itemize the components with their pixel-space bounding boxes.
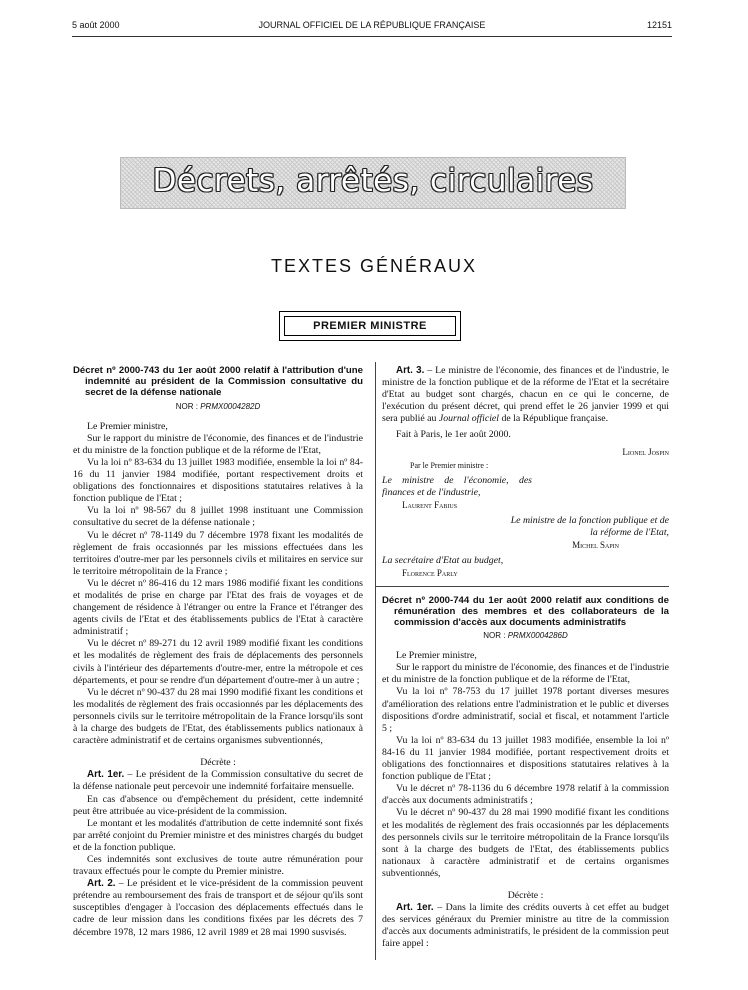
article-label: Art. 3.: [396, 365, 425, 376]
header-page-number: 12151: [646, 20, 672, 30]
decree1-nor: NOR : PRMX0004282D: [175, 401, 261, 411]
header-date: 5 août 2000: [72, 20, 120, 30]
decree2-nor-code: PRMX0004286D: [507, 631, 568, 641]
par-le-premier-ministre: Par le Premier ministre :: [410, 460, 489, 470]
decree1-para: En cas d'absence ou d'empêchement du président, cette indemnité peut être attribuée au vice-président de la commission.: [73, 793, 363, 817]
decree2-para: Le Premier ministre,: [396, 650, 477, 662]
signature-fonction-publique: Michel Sapin: [572, 540, 619, 551]
article-label: Art. 2.: [87, 878, 116, 890]
signature-economie: Laurent Fabius: [402, 499, 458, 510]
decree1-nor-code: PRMX0004282D: [200, 401, 261, 411]
decree1-decrete: Décrète :: [200, 757, 236, 769]
ministry-title: PREMIER MINISTRE: [284, 316, 456, 336]
section-title: TEXTES GÉNÉRAUX: [270, 256, 478, 276]
column-separator: [375, 362, 376, 960]
decree1-para: Le Premier ministre,: [87, 420, 168, 432]
decree1-para: Vu le décret nº 86-416 du 12 mars 1986 modifié fixant les conditions et modalités de prise en charge par l'Etat des frais de voyages et de changement de résidence à l'étranger ou entre la France et l'étranger des agents civils de l'Etat et des établissements publics de l'Etat à caractère administratif ;: [73, 577, 363, 638]
decree-separator: [375, 586, 669, 587]
header-rule: [72, 36, 672, 37]
decree2-para: Vu la loi nº 78-753 du 17 juillet 1978 portant diverses mesures d'amélioration des relations entre l'administration et le public et diverses dispositions d'ordre administratif, social et fiscal, et notamment l'article 5 ;: [382, 686, 669, 734]
article-label: Art. 1er.: [396, 902, 434, 914]
role-budget: La secrétaire d'Etat au budget,: [382, 555, 504, 567]
decree1-article-2: Art. 2. – Le président et le vice-président de la commission peuvent prétendre au remboursement des frais de transport et de séjour qu'ils sont susceptibles d'engager à l'occasion des déplacements effectués dans le cadre de leur mission dans les conditions fixées par les décrets des 7 décembre 1978, 12 mars 1986, 12 avril 1989 et 28 mai 1990 susvisés.: [73, 878, 364, 938]
decree1-para: Vu le décret nº 90-437 du 28 mai 1990 modifié fixant les conditions et les modalités de règlement des frais occasionnés par les déplacements des personnels civils sur le territoire métropolitain de la France lorsqu'ils sont à la charge des budgets de l'Etat, des établissements publics nationaux à caractère administratif et de certains organismes subventionnés,: [73, 686, 363, 747]
article-label: Art. 1er.: [87, 769, 125, 781]
decree1-article-3: Art. 3. – Le ministre de l'économie, des finances et de l'industrie, le ministre de la fonction publique et de la réforme de l'Etat et la secrétaire d'Etat au budget sont chargés, chacun en ce qui le concerne, de l'exécution du présent décret, qui prend effet le 26 janvier 1999 et qui sera publié au Journal officiel de la République française.: [382, 365, 669, 425]
decree1-title: Décret nº 2000-743 du 1er août 2000 relatif à l'attribution d'une indemnité au président de la Commission consultative du secret de la défense nationale: [73, 365, 363, 399]
page-header: [72, 20, 672, 34]
right-column: [382, 365, 669, 950]
header-journal-title: JOURNAL OFFICIEL DE LA RÉPUBLIQUE FRANÇAISE: [258, 20, 486, 30]
decree1-para: Sur le rapport du ministre de l'économie, des finances et de l'industrie et du ministre de la fonction publique et de la réforme de l'Etat,: [73, 432, 363, 456]
decree2-article-1: Art. 1er. – Dans la limite des crédits ouverts à cet effet au budget des services généraux du Premier ministre au titre de la commission d'accès aux documents administratifs, le président de la commission peut faire appel :: [382, 902, 669, 950]
decree1-para: Vu le décret nº 78-1149 du 7 décembre 1978 fixant les modalités de règlement de frais occasionnés par les missions effectuées dans les territoires d'outre-mer par les personnels civils et militaires en service sur le territoire métropolitain de la France ;: [73, 529, 363, 577]
decree1-done-at: Fait à Paris, le 1er août 2000.: [396, 429, 511, 441]
signature-pm: Lionel Jospin: [622, 446, 669, 457]
signature-budget: Florence Parly: [402, 568, 458, 579]
decree1-para: Vu la loi nº 83-634 du 13 juillet 1983 modifiée, ensemble la loi nº 84-16 du 11 janvier 1984 modifiée, portant respectivement droits et obligations des fonctionnaires et dispositions statutaires relatives à la fonction publique de l'Etat ;: [73, 456, 363, 505]
decree1-para: Ces indemnités sont exclusives de toute autre rémunération pour travaux effectués pour le compte du Premier ministre.: [73, 853, 363, 878]
decree1-article-1: Art. 1er. – Le président de la Commission consultative du secret de la défense nationale peut percevoir une indemnité forfaitaire mensuelle.: [73, 769, 363, 793]
ministry-box: [279, 311, 461, 341]
decree2-para: Vu le décret nº 78-1136 du 6 décembre 1978 relatif à la commission d'accès aux documents administratifs ;: [382, 783, 669, 807]
decree2-title: Décret nº 2000-744 du 1er août 2000 relatif aux conditions de rémunération des membres et des collaborateurs de la commission d'accès aux documents administratifs: [382, 594, 669, 628]
decree2-para: Vu le décret nº 90-437 du 28 mai 1990 modifié fixant les conditions et les modalités de règlement des frais occasionnés par les déplacements des personnels civils sur le territoire métropolitain de la France lorsqu'ils sont à la charge des budgets de l'Etat, des établissements publics nationaux à caractère administratif et de certains organismes subventionnés,: [382, 807, 669, 879]
decree2-para: Sur le rapport du ministre de l'économie, des finances et de l'industrie et du ministre de la fonction publique et de la réforme de l'Etat,: [382, 662, 669, 686]
section-banner: [120, 157, 626, 209]
decree2-decrete: Décrète :: [507, 889, 544, 901]
decree1-para: Le montant et les modalités d'attribution de cette indemnité sont fixés par arrêté conjoint du Premier ministre et des ministres chargés du budget et de la fonction publique.: [73, 817, 363, 853]
role-fonction-publique: Le ministre de la fonction publique et de la réforme de l'Etat,: [510, 515, 669, 539]
decree2-nor: NOR : PRMX0004286D: [483, 631, 568, 641]
banner-title: Décrets, arrêtés, circulaires: [152, 163, 594, 199]
decree2-para: Vu la loi nº 83-634 du 13 juillet 1983 modifiée, ensemble la loi nº 84-16 du 11 janvier 1984 modifiée, portant respectivement droits et obligations des fonctionnaires et dispositions statutaires relatives à la fonction publique de l'Etat ;: [382, 734, 669, 783]
decree1-para: Vu le décret nº 89-271 du 12 avril 1989 modifié fixant les conditions et les modalités de règlement des frais de déplacements des personnels civils à l'intérieur des départements d'outre-mer, entre la métropole et ces départements, et pour se rendre d'un département d'outre-mer à un autre ;: [73, 638, 363, 686]
decree1-para: Vu la loi nº 98-567 du 8 juillet 1998 instituant une Commission consultative du secret de la défense nationale ;: [73, 505, 363, 529]
role-economie: Le ministre de l'économie, des finances et de l'industrie,: [382, 474, 532, 498]
left-column: [73, 365, 363, 939]
